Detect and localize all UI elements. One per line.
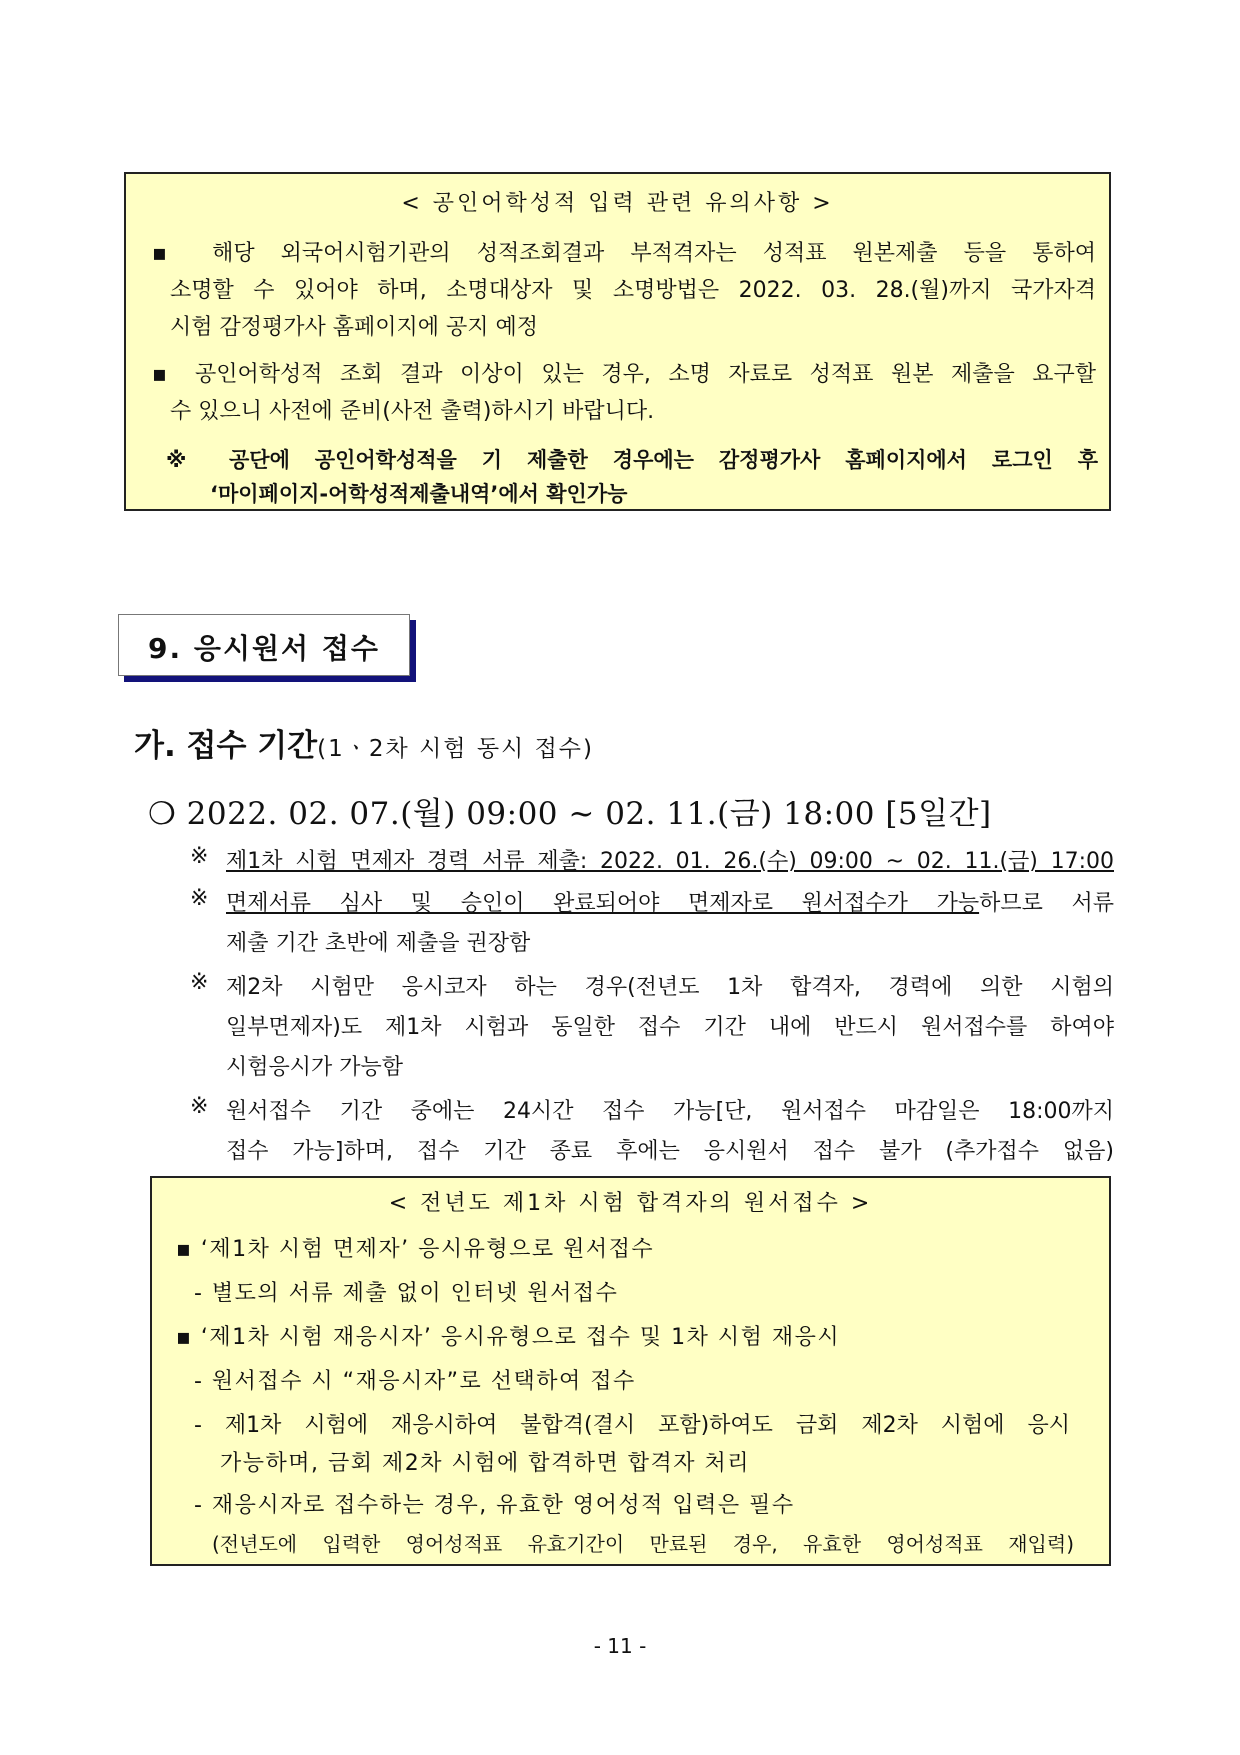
subsection-heading [134, 720, 594, 765]
notice-item-line: 소명할 수 있어야 하며, 소명대상자 및 소명방법은 2022. 03. 28.(월)까지 국가자격 [170, 278, 1096, 303]
notice-item-line: 수 있으니 사전에 준비(사전 출력)하시기 바랍니다. [170, 399, 655, 424]
notice-title: < 공인어학성적 입력 관련 유의사항 > [401, 191, 834, 216]
notice-detail: - 별도의 서류 제출 없이 인터넷 원서접수 [194, 1281, 619, 1306]
notice-note-line: ‘마이페이지-어학성적제출내역’에서 확인가능 [210, 482, 628, 506]
application-period: ❍ 2022. 02. 07.(월) 09:00 ~ 02. 11.(금) 18:00 [5일간] [148, 796, 992, 832]
notice-box-previous-passers [150, 1176, 1111, 1566]
notice-bullet: ▪ ‘제1차 시험 면제자’ 응시유형으로 원서접수 [176, 1237, 655, 1262]
notice-detail: - 재응시자로 접수하는 경우, 유효한 영어성적 입력은 필수 [194, 1493, 795, 1518]
notice-detail: - 원서접수 시 “재응시자”로 선택하여 접수 [194, 1369, 636, 1394]
note-approval [226, 886, 1114, 917]
notice-item-line: ▪ 공인어학성적 조회 결과 이상이 있는 경우, 소명 자료로 성적표 원본 제출을 요구할 [152, 362, 1096, 387]
notice-bullet: ▪ ‘제1차 시험 재응시자’ 응시유형으로 접수 및 1차 시험 재응시 [176, 1325, 841, 1350]
note-second-exam: 시험응시가 가능함 [226, 1055, 404, 1080]
note-approval-line2: 제출 기간 초반에 제출을 권장함 [226, 931, 531, 956]
note-mark: ※ [190, 844, 209, 869]
notice-item-line: ▪ 해당 외국어시험기관의 성적조회결과 부적격자는 성적표 원본제출 등을 통하여 [152, 241, 1096, 266]
section-title: 9. 응시원서 접수 [148, 632, 380, 665]
notice-detail: 가능하며, 금회 제2차 시험에 합격하면 합격자 처리 [220, 1451, 750, 1476]
note-mark: ※ [190, 886, 209, 911]
subsection-title: 가. 접수 기간 [134, 728, 318, 764]
note-second-exam: 제2차 시험만 응시코자 하는 경우(전년도 1차 합격자, 경력에 의한 시험의 [226, 975, 1114, 1000]
subsection-note: (1ㆍ2차 시험 동시 접수) [317, 736, 594, 762]
note-mark: ※ [190, 970, 209, 995]
note-second-exam: 일부면제자)도 제1차 시험과 동일한 접수 기간 내에 반드시 원서접수를 하여야 [226, 1015, 1114, 1040]
page-number: - 11 - [593, 1634, 647, 1658]
section-heading-box [118, 614, 410, 676]
notice-item-line: 시험 감정평가사 홈페이지에 공지 예정 [170, 315, 539, 340]
note-exemption-documents: 제1차 시험 면제자 경력 서류 제출: 2022. 01. 26.(수) 09:00 ~ 02. 11.(금) 17:00 [226, 849, 1114, 874]
note-mark: ※ [190, 1094, 209, 1119]
notice-note-line: ※ 공단에 공인어학성적을 기 제출한 경우에는 감정평가사 홈페이지에서 로그인 후 [166, 448, 1098, 472]
notice-detail: - 제1차 시험에 재응시하여 불합격(결시 포함)하여도 금회 제2차 시험에 응시 [194, 1413, 1070, 1438]
note-24h: 접수 가능]하며, 접수 기간 종료 후에는 응시원서 접수 불가 (추가접수 없음) [226, 1139, 1114, 1164]
note-24h: 원서접수 기간 중에는 24시간 접수 가능[단, 원서접수 마감일은 18:00까지 [226, 1099, 1114, 1124]
note-approval-underlined: 면제서류 심사 및 승인이 완료되어야 면제자로 원서접수가 가능 [226, 891, 980, 916]
notice-detail-note: (전년도에 입력한 영어성적표 유효기간이 만료된 경우, 유효한 영어성적표 재입력) [212, 1532, 1074, 1556]
note-approval-rest: 하므로 서류 [979, 891, 1114, 916]
notice-box-language-score [124, 172, 1111, 511]
notice-title: < 전년도 제1차 시험 합격자의 원서접수 > [388, 1191, 873, 1216]
